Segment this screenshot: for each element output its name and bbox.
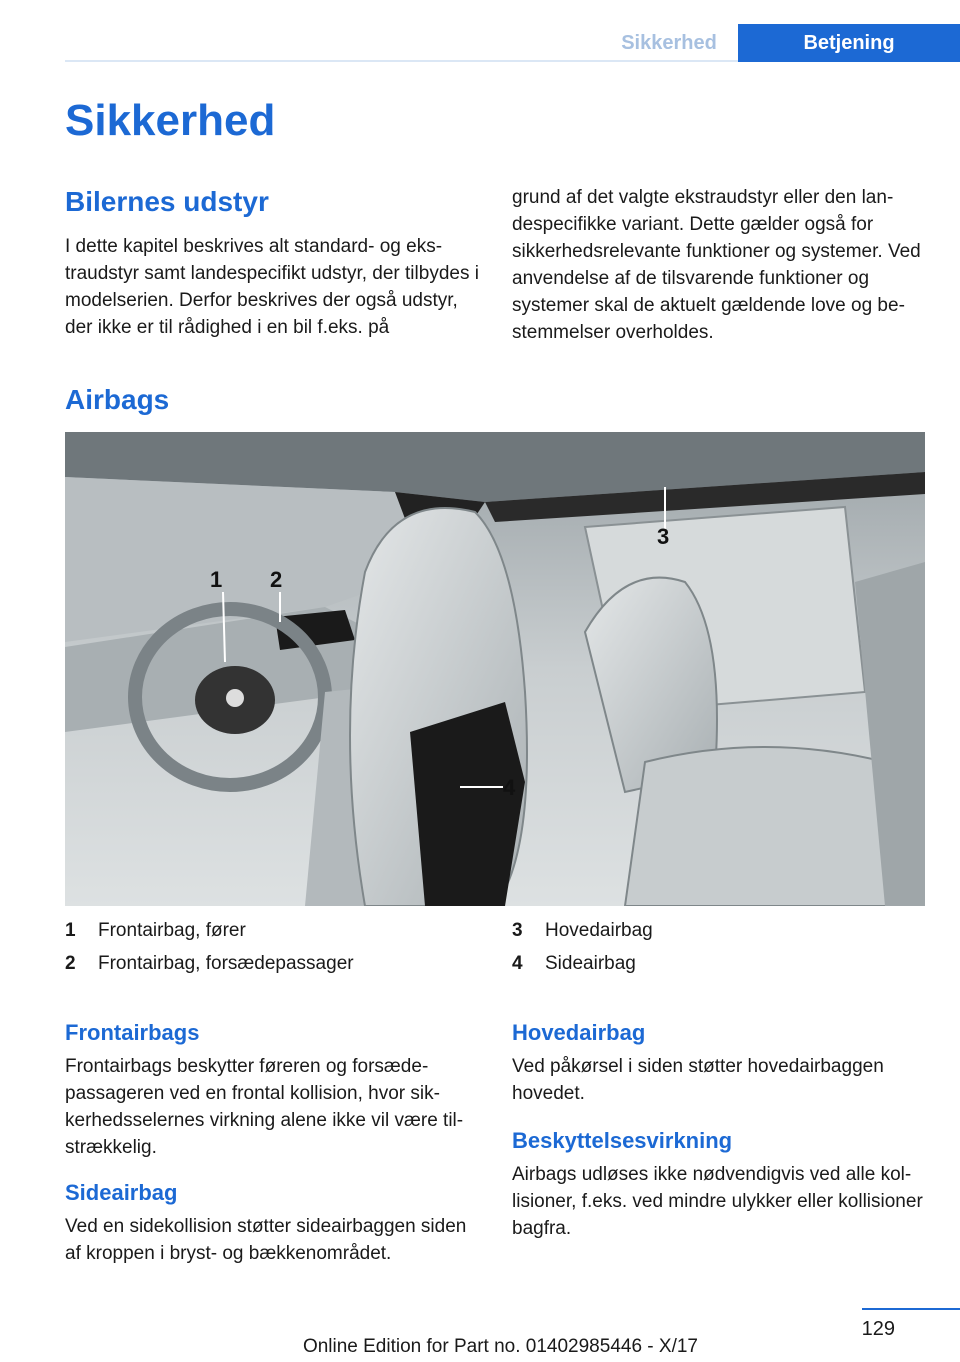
heading-beskyttelsesvirkning: Beskyttelsesvirkning (512, 1128, 733, 1153)
legend-num-4: 4 (512, 953, 523, 974)
callout-1: 1 (210, 567, 223, 592)
page-number: 129 (861, 1318, 895, 1340)
udstyr-text-col2: grund af det valgte ekstraudstyr eller den landespecifikke variant. Dette gælder også for sikkerhedsrelevante funktioner og systemer. Ved anvendelse af de tilsvarende funktioner og systemer skal de aktuelt gældende love og bestemmelser overholdes. (512, 187, 921, 343)
text-hovedairbag: Ved påkørsel i siden støtter hovedairbaggen hovedet. (512, 1056, 884, 1104)
text-frontairbags: Frontairbags beskytter føreren og forsædepassageren ved en frontal kollision, hvor sikkerhedsselernes virkning alene ikke vil være tilstrækkelig. (65, 1056, 464, 1158)
legend-num-3: 3 (512, 920, 523, 941)
page-number-rule (862, 1308, 960, 1310)
udstyr-text-col1: I dette kapitel beskrives alt standard- og ekstraudstyr samt landespecifikt udstyr, der tilbydes i modelserien. Derfor beskrives der også udstyr, der ikke er til rådighed i en bil f.eks. på (65, 236, 479, 338)
tab-sikkerhed[interactable]: Sikkerhed (621, 32, 717, 54)
legend-text-3: Hovedairbag (545, 920, 653, 941)
heading-sideairbag: Sideairbag (65, 1180, 178, 1205)
legend-text-4: Sideairbag (545, 953, 636, 974)
section-heading-udstyr: Bilernes udstyr (65, 186, 269, 217)
heading-frontairbags: Frontairbags (65, 1020, 200, 1045)
page-title: Sikkerhed (65, 96, 276, 145)
text-beskyttelsesvirkning: Airbags udløses ikke nødvendigvis ved alle kollisioner, f.eks. ved mindre ulykker eller kollisioner bagfra. (512, 1164, 923, 1239)
legend-text-1: Frontairbag, fører (98, 920, 246, 941)
tab-betjening[interactable]: Betjening (738, 24, 960, 62)
legend-num-1: 1 (65, 920, 76, 941)
section-heading-airbags: Airbags (65, 384, 170, 415)
callout-3: 3 (657, 524, 670, 549)
text-sideairbag: Ved en sidekollision støtter sideairbaggen siden af kroppen i bryst- og bækkenområdet. (65, 1216, 467, 1264)
callout-4: 4 (503, 775, 516, 800)
legend-num-2: 2 (65, 953, 76, 974)
heading-hovedairbag: Hovedairbag (512, 1020, 646, 1045)
car-interior-illustration (65, 432, 925, 906)
callout-2: 2 (270, 567, 283, 592)
legend-text-2: Frontairbag, forsædepassager (98, 953, 354, 974)
footer-edition: Online Edition for Part no. 01402985446 - X/17 (302, 1336, 698, 1357)
